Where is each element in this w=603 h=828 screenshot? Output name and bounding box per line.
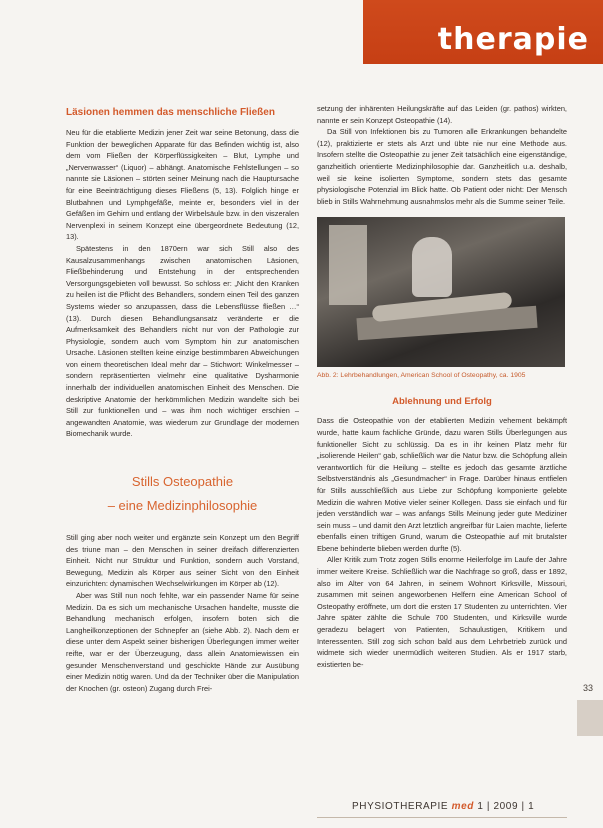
- paragraph: Spätestens in den 1870ern war sich Still also des Kausalzusammenhangs zwischen anatomischen Läsionen, Fließbehinderung und Entstehung in der entsprechenden Versorgungsgebieten voll bewusst. So schloss er: „Nicht den Kranken zu heilen ist die Pflicht des Behandlers, sondern einen Teil des ganzen Systems wieder so anzupassen, dass die Lebensflüsse fließen …“ (13). Durch diesen Behandlungsansatz veränderte er die Aufmerksamkeit des Behandlers nicht nur von der Pathologie zur Physiologie, sondern auch vom Symptom hin zur anatomischen Ursache. Läsionen stellten keine einzige bestimmbaren Abweichungen von einem theoretischen Ideal mehr dar – Stichwort: Winkelmesser – sondern repräsentierten vielmehr eine qualitative Dysharmonie innerhalb der individuellen anatomischen Einheit des Menschen. Die deskriptive Anatomie der herkömmlichen Medizin wandelte sich bei Still zur funktionellen und – was ihm noch wichtiger erschien – angewandten Anatomie, was wiederum zur Grundlage der modernen Biomechanik wurde.: [66, 243, 299, 439]
- historic-photo: [317, 217, 565, 367]
- heading-line: Stills Osteopathie: [131, 474, 234, 490]
- paragraph: Dass die Osteopathie von der etablierten Medizin vehement bekämpft wurde, hatte kaum fachliche Gründe, dazu waren Stills Überlegungen aus funktioneller Sicht zu schlüssig. Da es in ihr keinen Platz mehr für „isolierende Heilen“ gab, schließlich war die Natur bzw. die Schöpfung allein verantwortlich für die Heilung – stellte es jedoch das gesamte ärztliche Selbstverständnis als „Gesundmacher“ in Frage. Darüber hinaus entfielen für Stills ausschließlich aus Liebe zur Schöpfung komponierte gelebte Medizin die wahren Motive vieler seiner Kollegen. Dass sie einfach und für jeden verständlich war – was anfangs Stills Meinung jeder gute Mediziner sein muss – und damit den Arzt letztlich angreifbar für Laien machte, lieferte ebenfalls einen triftigen Grund, warum die Osteopathie auf mit brutalster Ebene behinderte blieben werden durfte (5).: [317, 416, 567, 553]
- left-column: [66, 107, 299, 694]
- paragraph: Still ging aber noch weiter und ergänzte sein Konzept um den Begriff des triune man – den Menschen in seiner dreifach differenzierten Einheit. Nicht nur Struktur und Funktion, sondern auch Vorstand, Bewegung, Medizin als Körper aus seiner Sicht von den Einheit einzurichten: dynamischen Wechselwirkungen im Körper ab (12).: [66, 533, 299, 589]
- right-column: [317, 103, 567, 670]
- heading-line: – eine Medizinphilosophie: [107, 498, 258, 514]
- footer-magazine: PHYSIOTHERAPIE: [352, 801, 449, 812]
- photo-practitioner: [412, 237, 452, 297]
- paragraph: Aber was Still nun noch fehlte, war ein passender Name für seine Medizin. Da es sich um mechanische Ursachen handelte, musste die Behandlung mechanisch erfolgen, insofern boten sich die Langheilkonzeptionen der Schnepfer an (siehe Abb. 2). Nach dem er diese unter dem Aspekt seiner bisherigen Überlegungen immer weiter reifte, war er der Überzeugung, dass allein Anatomiewissen ein gesunder Menschenverstand und geschickte Hände zur Ausübung einer Medizin nötig waren. Und da der Techniker über die Manipulation der Knochen (gr. osteon) Zugang durch Frei-: [66, 591, 299, 693]
- paragraph: Neu für die etablierte Medizin jener Zeit war seine Betonung, dass die Funktion der beweglichen Apparate für das Befinden wichtig ist, also dem vom Fließen der Körperflüssigkeiten – Blut, Lymphe und „Nervenwasser“ (Liquor) – abhängt. Anatomische Fehlstellungen – so nannte sie Läsionen – störten seiner Meinung nach die Hauptursache für eine Beeinträchtigung dieses Fließens (5, 13). Folglich hinge er Blutbahnen und Lymphgefäße, meinte er, besonders viel in der Gefäßen im Gehirn und entlang der Wirbelsäule bzw. in den viszeralen Nervenplexi in seinem Konzept eine übergeordnete Bedeutung (12, 13).: [66, 128, 299, 242]
- footer-issue: 1 | 2009 | 1: [477, 801, 535, 812]
- footer: [352, 801, 534, 812]
- footer-brand: med: [451, 801, 474, 812]
- section-title: therapie: [437, 22, 589, 57]
- page-edge-tab: [577, 700, 603, 736]
- photo-window: [329, 225, 367, 305]
- heading-laesionen: Läsionen hemmen das menschliche Fließen: [66, 107, 275, 118]
- paragraph: setzung der inhärenten Heilungskräfte auf das Leiden (gr. pathos) wirkten, nannte er sein Konzept Osteopathie (14).: [317, 104, 567, 125]
- paragraph: Da Still von Infektionen bis zu Tumoren alle Erkrankungen behandelte (12), praktizierte er stets als Arzt und übte nie nur eine Methode aus. Insofern stellte die Osteopathie zu jener Zeit tatsächlich eine eigenständige, ganzheitlich orientierte Medizinphilosophie dar. Ganzheitlich u.a. deshalb, weil sie keine isolierten Symptome, sondern stets das gesamte physiologische Potenzial im Blick hatte. Ob Patient oder nicht: Der Mensch blieb in Stills Wahrnehmung ausnahmslos mehr als die Summe seiner Teile.: [317, 127, 567, 206]
- heading-stills-osteopathie: [66, 470, 299, 518]
- page-number: 33: [583, 683, 594, 693]
- footer-rule: [317, 817, 567, 818]
- section-banner: [363, 0, 603, 64]
- heading-ablehnung: Ablehnung und Erfolg: [392, 396, 492, 408]
- paragraph: Aller Kritik zum Trotz zogen Stills enorme Heilerfolge im Laufe der Jahre immer weitere Kreise. Schließlich war die Nachfrage so groß, dass er 1892, also im Alter von 64 Jahren, in seinem Wohnort Kirksville, Missouri, zusammen mit seinen angeworbenen Helfern eine American School of Osteopathy eröffnete, um dort die ersten 17 Studenten zu unterrichten. Vier Jahre später zählte die Schule 700 Studenten, und Kirksville wurde geradezu belagert von Patienten, Schaulustigen, Kritikern und Interessenten. Still zog sich schon bald aus dem Lehrbetrieb zurück und widmete sich wieder unermüdlich weiteren Studien. Als er 1917 starb, existierten be-: [317, 555, 567, 669]
- photo-caption: Abb. 2: Lehrbehandlungen, American School of Osteopathy, ca. 1905: [317, 372, 526, 380]
